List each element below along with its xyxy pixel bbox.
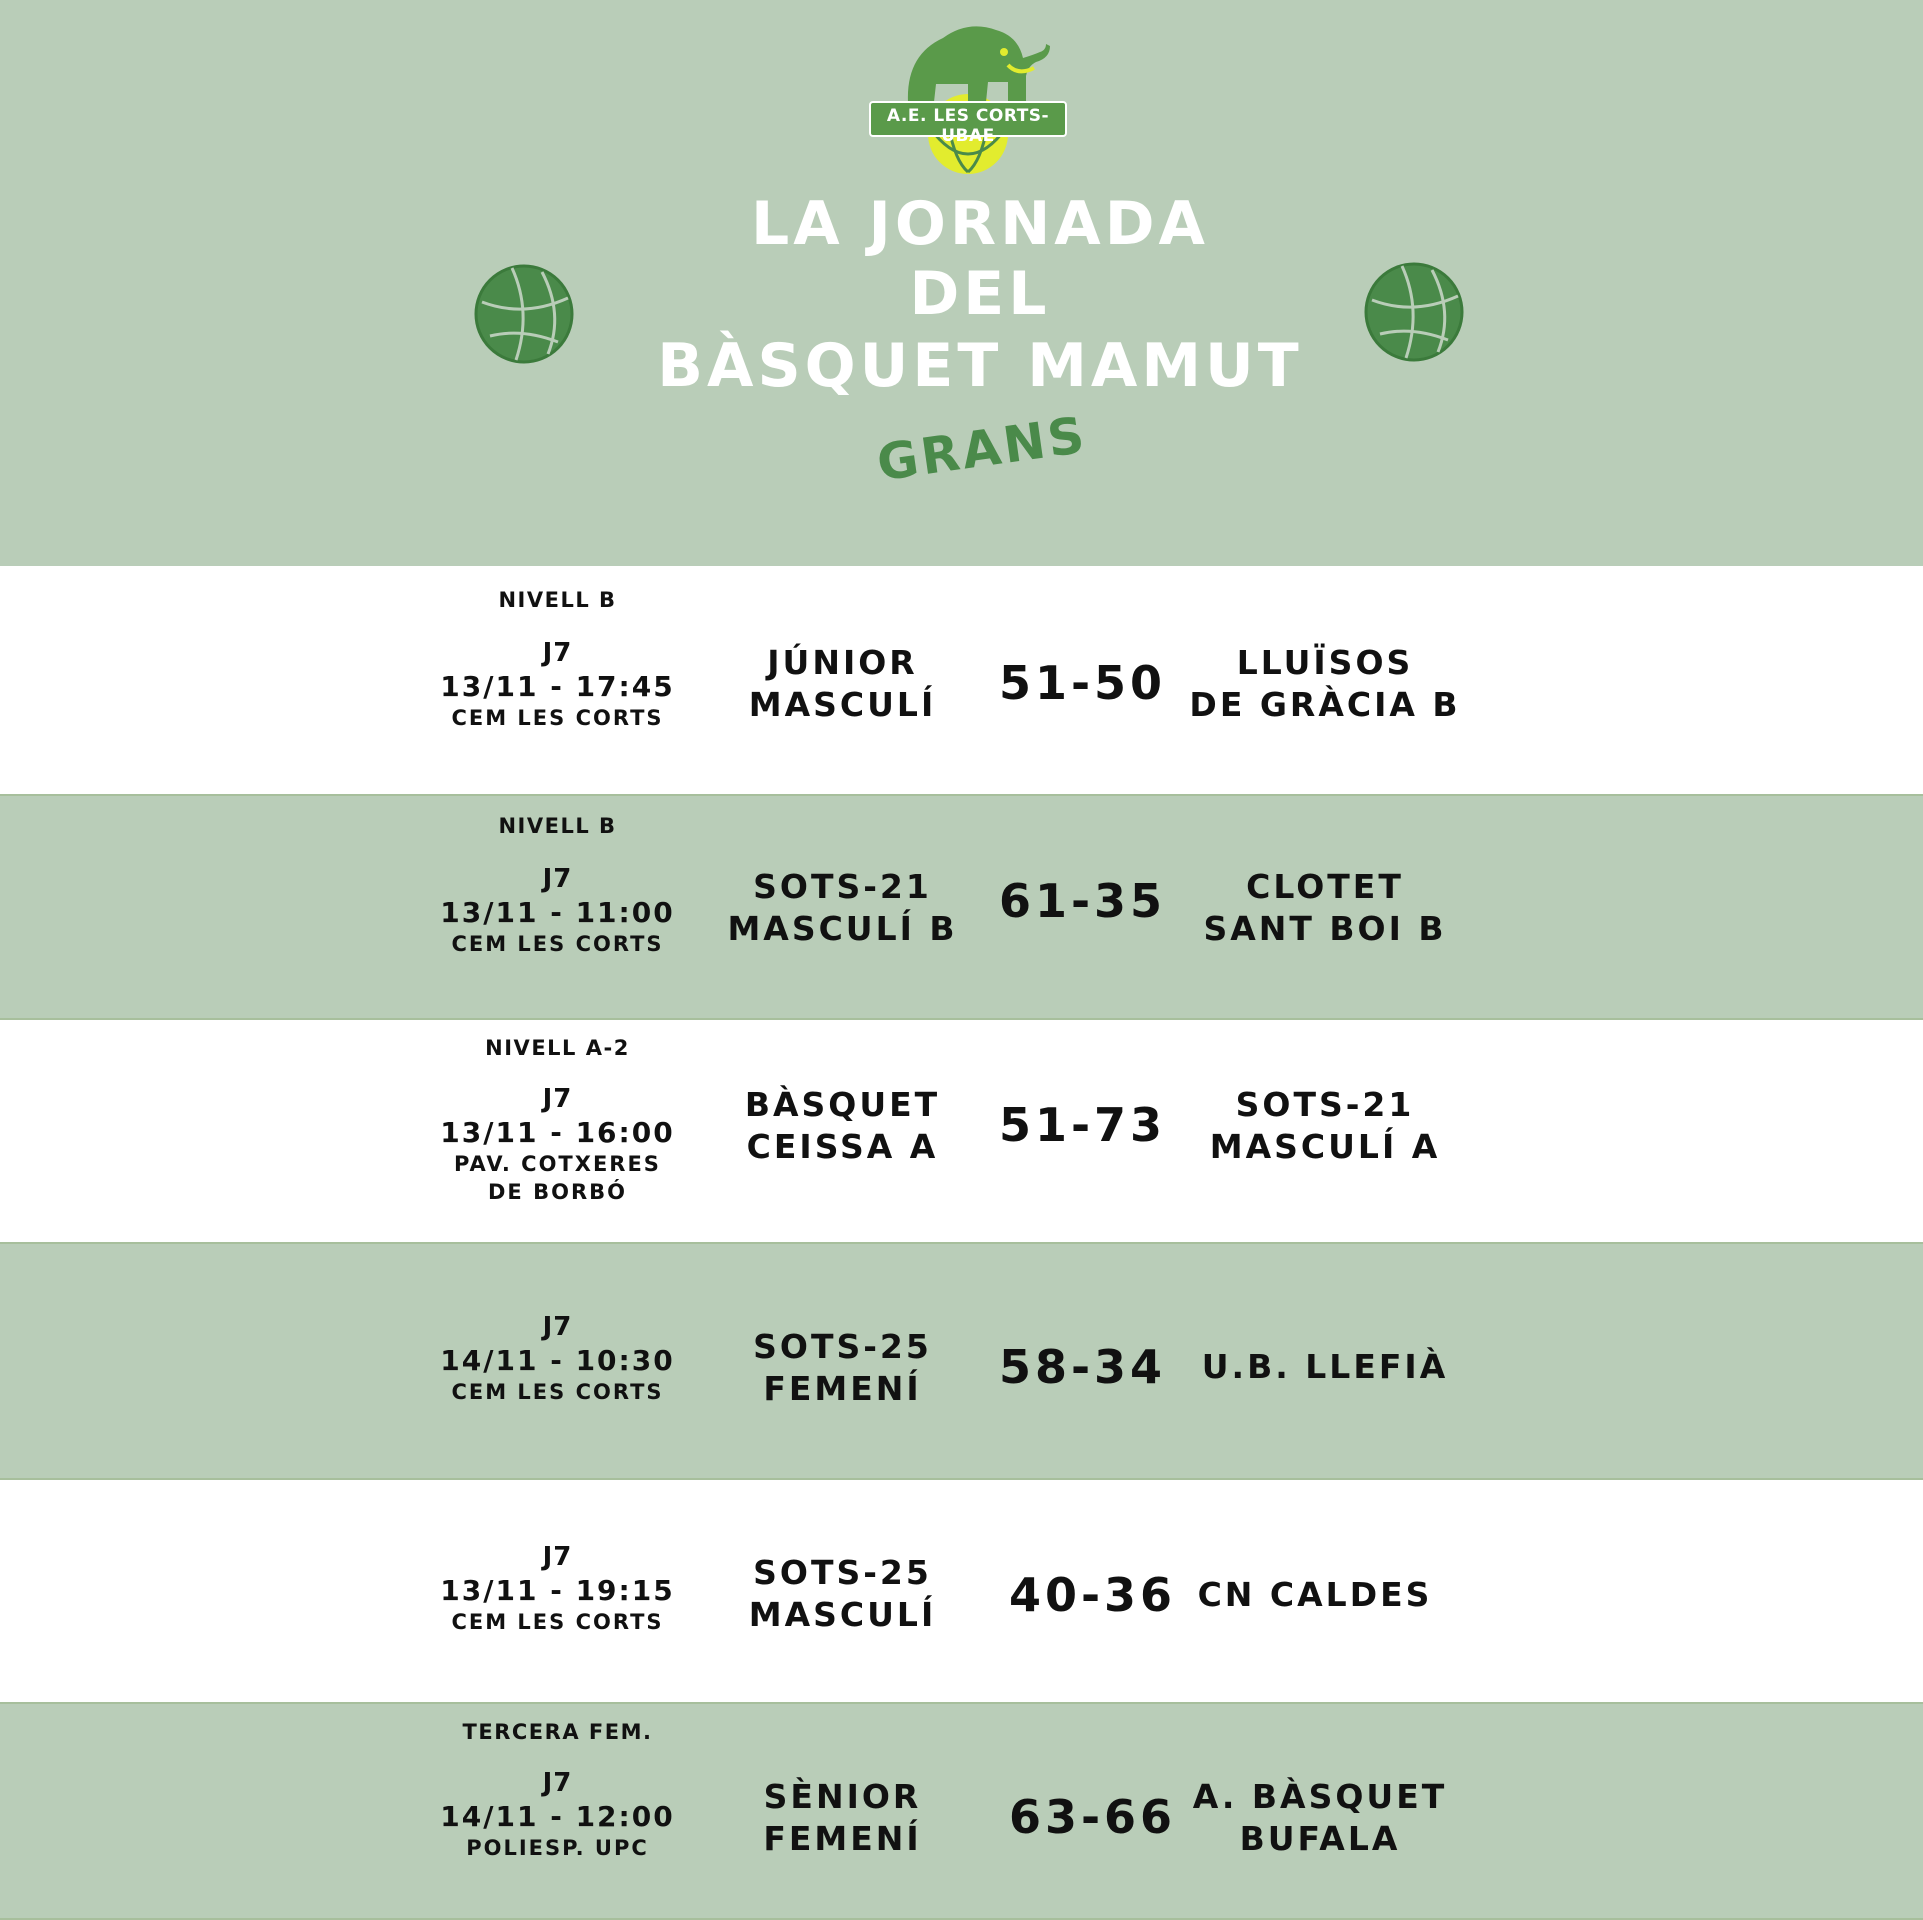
match-info bbox=[430, 1082, 685, 1206]
match-place: CEM LES CORTS bbox=[451, 706, 664, 730]
match-level: NIVELL A-2 bbox=[485, 1036, 630, 1060]
match-score: 51-50 bbox=[998, 656, 1167, 710]
match-row bbox=[0, 794, 1923, 1020]
header bbox=[0, 0, 1923, 566]
home-team-line1: SOTS-21 bbox=[753, 867, 932, 906]
home-team-line1: SÈNIOR bbox=[763, 1777, 922, 1816]
match-round: J7 bbox=[542, 1084, 573, 1114]
page-subtitle: GRANS bbox=[873, 405, 1091, 493]
match-level: NIVELL B bbox=[498, 814, 617, 838]
page-title-line1: LA JORNADA bbox=[751, 189, 1209, 259]
match-datetime: 14/11 - 12:00 bbox=[440, 1800, 675, 1833]
home-team-line2: CEISSA A bbox=[746, 1127, 939, 1166]
opponent-team-line1: CN CALDES bbox=[1197, 1575, 1433, 1614]
opponent-team-line1: SOTS-21 bbox=[1235, 1085, 1415, 1124]
opponent-team-line2: MASCULÍ A bbox=[1209, 1127, 1441, 1166]
page-title-line3: BÀSQUET MAMUT bbox=[657, 331, 1303, 401]
home-team-line1: JÚNIOR bbox=[767, 643, 918, 682]
match-score: 40-36 bbox=[1008, 1568, 1177, 1622]
opponent-team bbox=[1175, 1346, 1475, 1388]
match-datetime: 13/11 - 17:45 bbox=[440, 670, 675, 703]
home-team-line1: SOTS-25 bbox=[753, 1327, 932, 1366]
match-place-line1: PAV. COTXERES bbox=[454, 1152, 661, 1176]
match-row bbox=[0, 566, 1923, 794]
match-row bbox=[0, 1020, 1923, 1242]
match-place: CEM LES CORTS bbox=[451, 932, 664, 956]
match-score: 58-34 bbox=[998, 1340, 1167, 1394]
opponent-team bbox=[1175, 1084, 1475, 1168]
match-place-line2: DE BORBÓ bbox=[488, 1180, 627, 1204]
opponent-team-line1: U.B. LLEFIÀ bbox=[1201, 1347, 1449, 1386]
match-score: 61-35 bbox=[998, 874, 1167, 928]
match-datetime: 14/11 - 10:30 bbox=[440, 1344, 675, 1377]
page-title-line2: DEL bbox=[909, 259, 1051, 329]
club-logo bbox=[868, 10, 1088, 180]
home-team bbox=[700, 866, 985, 950]
match-place: CEM LES CORTS bbox=[451, 1380, 664, 1404]
match-row bbox=[0, 1480, 1923, 1702]
match-info bbox=[430, 1540, 685, 1636]
opponent-team-line1: A. BÀSQUET bbox=[1192, 1777, 1448, 1816]
opponent-team-line2: SANT BOI B bbox=[1203, 909, 1447, 948]
match-round: J7 bbox=[542, 1312, 573, 1342]
match-score: 63-66 bbox=[1008, 1790, 1177, 1844]
match-score: 51-73 bbox=[998, 1098, 1167, 1152]
opponent-team bbox=[1170, 1776, 1470, 1860]
match-datetime: 13/11 - 11:00 bbox=[440, 896, 675, 929]
home-team-line2: FEMENÍ bbox=[763, 1369, 922, 1408]
match-datetime: 13/11 - 19:15 bbox=[440, 1574, 675, 1607]
opponent-team bbox=[1175, 866, 1475, 950]
opponent-team-line1: LLUÏSOS bbox=[1236, 643, 1414, 682]
opponent-team-line1: CLOTET bbox=[1246, 867, 1404, 906]
match-info bbox=[430, 862, 685, 958]
match-place: CEM LES CORTS bbox=[451, 1610, 664, 1634]
home-team bbox=[700, 1326, 985, 1410]
match-level: TERCERA FEM. bbox=[462, 1720, 653, 1744]
match-row bbox=[0, 1702, 1923, 1920]
match-round: J7 bbox=[542, 638, 573, 668]
mammoth-logo-icon bbox=[868, 10, 1068, 180]
match-row bbox=[0, 1242, 1923, 1480]
match-round: J7 bbox=[542, 1542, 573, 1572]
match-round: J7 bbox=[542, 864, 573, 894]
opponent-team-line2: DE GRÀCIA B bbox=[1189, 685, 1461, 724]
home-team-line1: SOTS-25 bbox=[753, 1553, 932, 1592]
club-logo-text: A.E. LES CORTS-UBAE bbox=[886, 106, 1050, 146]
home-team-line2: MASCULÍ bbox=[748, 685, 937, 724]
opponent-team bbox=[1175, 642, 1475, 726]
match-info bbox=[430, 1766, 685, 1862]
match-datetime: 13/11 - 16:00 bbox=[440, 1116, 675, 1149]
home-team bbox=[700, 1552, 985, 1636]
match-level: NIVELL B bbox=[498, 588, 617, 612]
home-team-line2: MASCULÍ bbox=[748, 1595, 937, 1634]
opponent-team-line2: BUFALA bbox=[1239, 1819, 1401, 1858]
home-team-line2: MASCULÍ B bbox=[727, 909, 958, 948]
match-info bbox=[430, 636, 685, 732]
home-team bbox=[700, 642, 985, 726]
opponent-team bbox=[1165, 1574, 1465, 1616]
match-info bbox=[430, 1310, 685, 1406]
home-team bbox=[700, 1776, 985, 1860]
home-team-line1: BÀSQUET bbox=[744, 1085, 941, 1124]
home-team bbox=[700, 1084, 985, 1168]
match-round: J7 bbox=[542, 1768, 573, 1798]
home-team-line2: FEMENÍ bbox=[763, 1819, 922, 1858]
match-place: POLIESP. UPC bbox=[466, 1836, 649, 1860]
